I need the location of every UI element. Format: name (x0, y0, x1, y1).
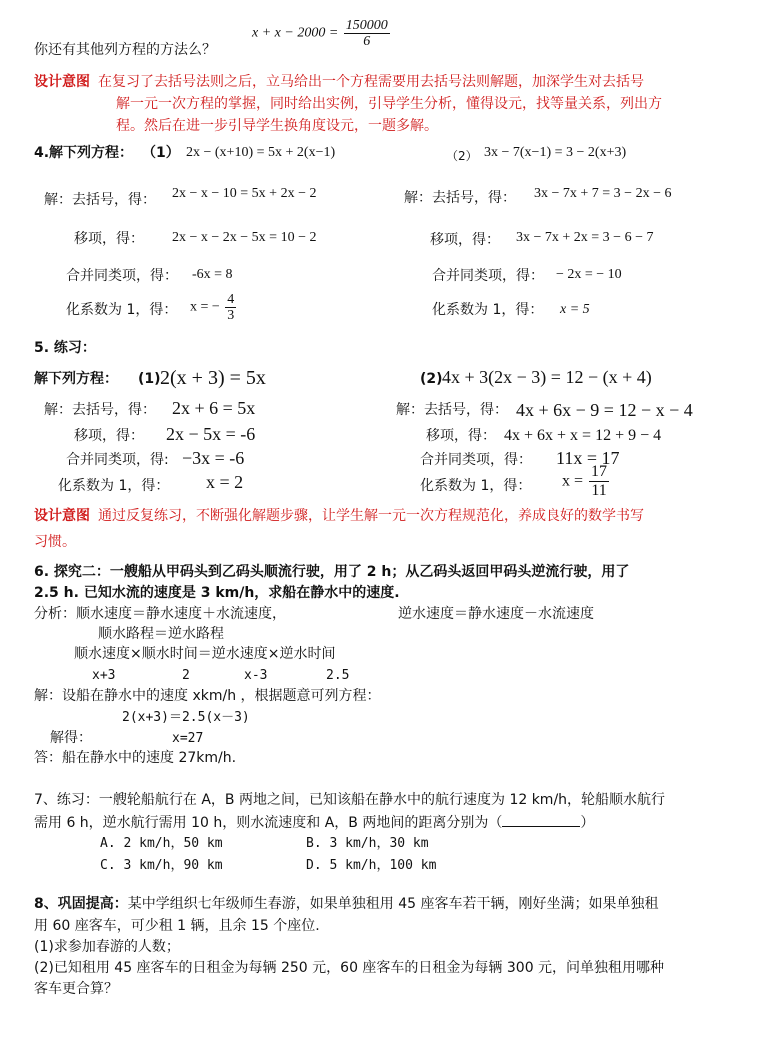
section-6-value-1: x+3 (92, 668, 116, 683)
s4-right-step-4-label: 化系数为 1，得： (432, 302, 544, 318)
section-8-text-1: 某中学组织七年级师生春游，如果单独租用 45 座客车若干辆，刚好坐满；如果单独租 (127, 896, 659, 912)
section-6-value-4: 2.5 (326, 668, 350, 683)
s4-left-step-2-equation: 2x − x − 2x − 5x = 10 − 2 (172, 230, 317, 245)
s4-right-step-1-label: 解：去括号，得： (404, 190, 516, 206)
section-6-solve: 解：设船在静水中的速度 xkm/h ，根据题意可列方程： (34, 688, 381, 704)
section-4-problem-1-equation: 2x − (x+10) = 5x + 2(x−1) (186, 145, 336, 160)
s4-right-step-1-equation: 3x − 7x + 7 = 3 − 2x − 6 (534, 186, 672, 201)
s5-right-step-1-label: 解：去括号，得： (396, 402, 508, 418)
section-5-prompt: 解下列方程： (34, 371, 118, 387)
section-6-analysis-a: 分析：顺水速度＝静水速度＋水流速度， (34, 606, 286, 622)
s5-left-step-1-equation: 2x + 6 = 5x (172, 398, 256, 418)
s4-left-step-1-label: 解：去括号，得： (44, 192, 156, 208)
s4-right-step-4-equation: x = 5 (560, 302, 590, 317)
section-6-answer: 答：船在静水中的速度 27km/h. (34, 750, 237, 766)
s5-right-step-1-equation: 4x + 6x − 9 = 12 − x − 4 (516, 400, 693, 420)
section-7-line-2-close: ） (580, 815, 595, 831)
s4-left-step-3-label: 合并同类项，得： (66, 268, 178, 284)
design-intent-1 (34, 74, 644, 91)
design-intent-label: 设计意图 (34, 74, 90, 90)
s4-left-step-4-fraction (225, 292, 236, 324)
s5-right-step-2-label: 移项，得： (426, 428, 496, 444)
section-8-question-1: (1)求参加春游的人数； (34, 939, 180, 955)
section-5-title: 5. 练习： (34, 340, 96, 356)
s5-right-step-4-numerator: 17 (591, 463, 608, 480)
s4-right-step-3-label: 合并同类项，得： (432, 268, 544, 284)
s5-right-step-3-equation: 11x = 17 (556, 448, 620, 468)
s5-right-step-4-lhs: x = (562, 472, 584, 490)
s4-left-step-4-equation (190, 292, 238, 324)
s5-right-step-4-equation (562, 463, 611, 499)
section-7-line-2 (34, 814, 594, 832)
design-intent-text-1: 在复习了去括号法则之后，立马给出一个方程需要用去括号法则解题，加深学生对去括号 (98, 74, 644, 90)
section-8-line-1 (34, 896, 658, 913)
section-6-path: 顺水路程＝逆水路程 (98, 626, 224, 642)
section-5-problem-2-tag: (2) (420, 371, 443, 387)
design-intent-2 (34, 508, 644, 525)
alt-equation (252, 18, 392, 50)
design-intent-2-text-1: 通过反复练习，不断强化解题步骤，让学生解一元一次方程规范化，养成良好的数学书写 (98, 508, 644, 524)
alt-equation-denominator: 6 (363, 34, 371, 50)
section-8-question-2-line-1: (2)已知租用 45 座客车的日租金为每辆 250 元，60 座客车的日租金为每辆 300 元，问单独租用哪种 (34, 960, 665, 976)
section-6-line-2: 2.5 h. 已知水流的速度是 3 km/h，求船在静水中的速度. (34, 585, 400, 601)
s5-right-step-3-label: 合并同类项，得： (420, 452, 532, 468)
s5-left-step-4-equation: x = 2 (206, 472, 244, 492)
section-8-label: 8、巩固提高： (34, 896, 128, 912)
section-6-relation: 顺水速度×顺水时间＝逆水速度×逆水时间 (74, 646, 336, 662)
section-4-problem-2-tag: （2） (446, 149, 478, 163)
section-4-problem-1-tag: （1） (142, 145, 180, 161)
section-6-line-1: 6. 探究二：一艘船从甲码头到乙码头顺流行驶，用了 2 h；从乙码头返回甲码头逆流行驶，用了 (34, 564, 630, 580)
s4-left-step-4-numerator: 4 (227, 292, 235, 307)
s5-left-step-2-label: 移项，得： (74, 428, 144, 444)
option-a[interactable]: A. 2 km/h，50 km (100, 836, 223, 851)
s5-right-step-2-equation: 4x + 6x + x = 12 + 9 − 4 (504, 427, 662, 444)
s5-left-step-1-label: 解：去括号，得： (44, 402, 156, 418)
s4-right-step-2-label: 移项，得： (430, 232, 500, 248)
section-6-result: x=27 (172, 731, 204, 746)
option-b[interactable]: B. 3 km/h，30 km (306, 836, 429, 851)
section-5-problem-2-equation: 4x + 3(2x − 3) = 12 − (x + 4) (442, 367, 652, 387)
design-intent-1-line2: 解一元一次方程的掌握，同时给出实例，引导学生分析，懂得设元，找等量关系，列出方 (116, 96, 662, 112)
section-6-value-2: 2 (182, 668, 190, 683)
alt-equation-fraction (344, 18, 390, 50)
s4-left-step-3-equation: -6x = 8 (192, 267, 233, 282)
section-8-question-2-line-2: 客车更合算？ (34, 981, 118, 997)
s5-left-step-2-equation: 2x − 5x = -6 (166, 424, 256, 444)
s5-right-step-4-fraction (589, 463, 609, 499)
s5-left-step-4-label: 化系数为 1，得： (58, 478, 170, 494)
option-c[interactable]: C. 3 km/h，90 km (100, 858, 223, 873)
s4-right-step-2-equation: 3x − 7x + 2x = 3 − 6 − 7 (516, 230, 654, 245)
alt-equation-numerator: 150000 (345, 18, 388, 33)
section-4-title: 4.解下列方程： (34, 145, 134, 161)
option-d[interactable]: D. 5 km/h，100 km (306, 858, 437, 873)
section-6-analysis-b: 逆水速度＝静水速度－水流速度 (398, 606, 594, 622)
section-4-problem-2-equation: 3x − 7(x−1) = 3 − 2(x+3) (484, 145, 627, 160)
section-8-line-2: 用 60 座客车，可少租 1 辆，且余 15 个座位. (34, 918, 320, 934)
s4-left-step-4-lhs: x = − (190, 299, 220, 315)
alt-equation-lhs: x + x − 2000 = (252, 25, 339, 41)
s4-left-step-1-equation: 2x − x − 10 = 5x + 2x − 2 (172, 186, 317, 201)
section-5-problem-1-tag: (1) (138, 371, 161, 387)
s4-left-step-4-label: 化系数为 1，得： (66, 302, 178, 318)
s5-left-step-3-equation: −3x = -6 (182, 448, 245, 468)
section-7-line-2-text: 需用 6 h，逆水航行需用 10 h，则水流速度和 A，B 两地间的距离分别为（ (34, 815, 503, 831)
design-intent-2-label: 设计意图 (34, 508, 90, 524)
s5-left-step-3-label: 合并同类项，得: (66, 452, 169, 468)
section-6-result-label: 解得： (50, 730, 92, 746)
section-5-problem-1-equation: 2(x + 3) = 5x (160, 367, 266, 389)
design-intent-2-line2: 习惯。 (34, 534, 76, 550)
s4-left-step-2-label: 移项，得： (74, 231, 144, 247)
section-6-equation: 2(x+3)＝2.5(x－3) (122, 710, 250, 725)
s5-right-step-4-label: 化系数为 1，得： (420, 478, 532, 494)
s4-right-step-3-equation: − 2x = − 10 (556, 267, 622, 282)
section-7-line-1: 7、练习：一艘轮船航行在 A，B 两地之间，已知该船在静水中的航行速度为 12 km/h，轮船顺水航行 (34, 792, 666, 808)
answer-blank[interactable] (502, 814, 580, 827)
section-6-value-3: x-3 (244, 668, 268, 683)
s5-right-step-4-denominator: 11 (591, 481, 607, 499)
other-method-question: 你还有其他列方程的方法么？ (34, 42, 216, 58)
design-intent-1-line3: 程。然后在进一步引导学生换角度设元，一题多解。 (116, 118, 438, 134)
s4-left-step-4-denominator: 3 (227, 308, 235, 324)
